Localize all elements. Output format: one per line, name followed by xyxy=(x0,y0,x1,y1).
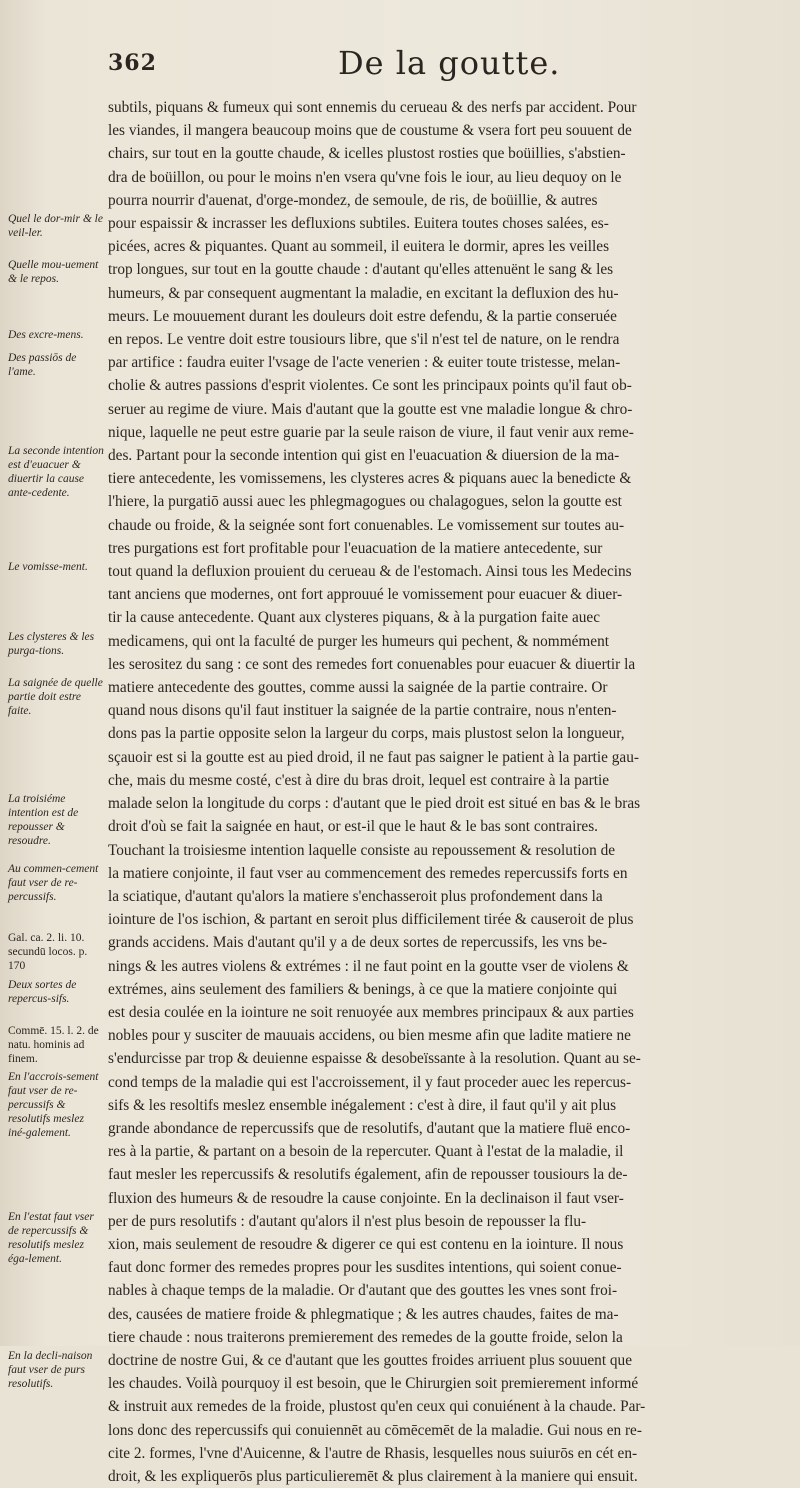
margin-note: Le vomisse-ment. xyxy=(8,561,88,573)
text-line: pourra nourrir d'auenat, d'orge-mondez, de semoule, de ris, de boüillie, & autres xyxy=(108,191,598,209)
text-line: nobles pour y susciter de mauuais accidens, ou bien mesme afin que ladite matiere ne xyxy=(108,1027,631,1045)
margin-note: Les clysteres & les purga-tions. xyxy=(8,630,95,657)
text-line: tiere chaude : nous traiterons premierement des remedes de la goutte froide, selon la xyxy=(108,1328,623,1346)
text-line: chaude ou froide, & la seignée sont fort conuenables. Le vomissement sur toutes au- xyxy=(108,516,625,534)
text-line: est desia coulée en la iointure ne soit renuoyée aux membres principaux & aux parties xyxy=(108,1003,634,1021)
text-line: & instruit aux remedes de la froide, plustost qu'en ceux qui conuiénent à la chaude. Par- xyxy=(108,1398,646,1416)
margin-note: En l'estat faut vser de repercussifs & resolutifs meslez éga-lement. xyxy=(8,1210,94,1265)
page-number: 362 xyxy=(108,50,157,76)
body-text xyxy=(108,96,798,1485)
text-line: fluxion des humeurs & de resoudre la cause conjointe. En la declinaison il faut vser- xyxy=(108,1189,624,1207)
text-line: per de purs resolutifs : d'autant qu'alors il n'est plus besoin de repousser la flu- xyxy=(108,1212,587,1230)
text-line: droit d'où se fait la saignée en haut, or est-il que le haut & le bas sont contraires. xyxy=(108,818,598,836)
text-line: meurs. Le mouuement durant les douleurs doit estre defendu, & la partie conseruée xyxy=(108,307,617,325)
text-line: grands accidens. Mais d'autant qu'il y a de deux sortes de repercussifs, les vns be- xyxy=(108,934,608,952)
margin-note: Deux sortes de repercus-sifs. xyxy=(8,978,77,1005)
margin-note: Commē. 15. l. 2. de natu. hominis ad finem. xyxy=(8,1025,99,1065)
text-line: humeurs, & par consequent augmentant la maladie, en excitant la defluxion des hu- xyxy=(108,284,619,302)
text-line: les chaudes. Voilà pourquoy il est besoin, que le Chirurgien soit premierement informé xyxy=(108,1375,639,1393)
text-line: cite 2. formes, l'vne d'Auicenne, & l'autre de Rhasis, lesquelles nous suiurōs en cét en- xyxy=(108,1444,638,1462)
text-line: nables à chaque temps de la maladie. Or d'autant que des gouttes les vnes sont froi- xyxy=(108,1282,618,1300)
text-line: sifs & les resoltifs meslez ensemble inégalement : c'est à dire, il faut qu'il y ait plus xyxy=(108,1096,617,1114)
margin-notes xyxy=(8,96,104,1390)
text-line: quand nous disons qu'il faut instituer la saignée de la partie contraire, nous n'enten- xyxy=(108,702,617,720)
text-line: matiere antecedente des gouttes, comme aussi la saignée de la partie contraire. Or xyxy=(108,679,608,697)
text-line: cond temps de la maladie qui est l'accroissement, il y faut proceder auec les repercus- xyxy=(108,1073,632,1091)
text-line: faut mesler les repercussifs & resolutifs également, afin de repousser tousiours la de- xyxy=(108,1166,628,1184)
text-line: trop longues, sur tout en la goutte chaude : d'autant qu'elles attenuënt le sang & les xyxy=(108,261,614,279)
text-line: nique, laquelle ne peut estre guarie par la seule raison de viure, il faut venir aux reme- xyxy=(108,423,634,441)
margin-note: Quel le dor-mir & le veil-ler. xyxy=(8,213,103,239)
text-line: sçauoir est si la goutte est au pied droid, il ne faut pas saigner le patient à la partie gau- xyxy=(108,748,639,766)
margin-note: Gal. ca. 2. li. 10. secundū locos. p. 170 xyxy=(8,932,88,973)
margin-note: Des excre-mens. xyxy=(8,329,84,341)
text-line: les viandes, il mangera beaucoup moins que de coustume & vsera fort peu souuent de xyxy=(108,122,632,140)
text-line: Touchant la troisiesme intention laquelle consiste au repoussement & resolution de xyxy=(108,841,616,859)
text-line: nings & les autres violens & extrémes : il ne faut point en la goutte vser de violens & xyxy=(108,957,629,975)
text-line: lons donc des repercussifs qui conuiennēt au cōmēcemēt de la maladie. Gui nous en re- xyxy=(108,1421,642,1439)
text-line: l'hiere, la purgatiō aussi auec les phlegmagogues ou chalagogues, selon la goutte est xyxy=(108,493,622,511)
text-line: tant anciens que modernes, ont fort approuué le vomissement pour euacuer & diuer- xyxy=(108,586,623,604)
text-line: dons pas la partie opposite selon la largeur du corps, mais plustost selon la longueur, xyxy=(108,725,625,743)
text-line: iointure de l'os ischion, & partant en seroit plus difficilement tirée & causeroit de plus xyxy=(108,911,634,929)
text-line: malade selon la longitude du corps : d'autant que le pied droit est situé en bas & le bras xyxy=(108,795,641,813)
margin-note: La troisiéme intention est de repousser & resoudre. xyxy=(8,793,79,847)
text-line: grande abondance de repercussifs que de resolutifs, d'autant que la matiere fluë enco- xyxy=(108,1119,631,1137)
text-line: par artifice : faudra euiter l'vsage de l'acte venerien : & euiter toute tristesse, melan- xyxy=(108,354,621,372)
text-line: tir la cause antecedente. Quant aux clysteres piquans, & à la purgation faite auec xyxy=(108,609,600,627)
text-line: res à la partie, & partant on a besoin de la repercuter. Quant à l'estat de la maladie, il xyxy=(108,1143,624,1161)
text-line: tout quand la defluxion prouient du cerueau & de l'estomach. Ainsi tous les Medecins xyxy=(108,563,632,581)
text-line: xion, mais seulement de resoudre & digerer ce qui est contenu en la iointure. Il nous xyxy=(108,1235,624,1253)
page-header xyxy=(108,44,768,88)
text-line: medicamens, qui ont la faculté de purger les humeurs qui pechent, & nommément xyxy=(108,632,609,650)
margin-note: La seconde intention est d'euacuer & diuertir la cause ante-cedente. xyxy=(8,445,104,499)
margin-note: Quelle mou-uement & le repos. xyxy=(8,259,99,286)
text-line: subtils, piquans & fumeux qui sont ennemis du cerueau & des nerfs par accident. Pour xyxy=(108,99,637,116)
text-line: des. Partant pour la seconde intention qui gist en l'euacuation & diuersion de la ma- xyxy=(108,447,620,465)
margin-note: Au commen-cement faut vser de re-percussifs. xyxy=(8,862,99,903)
text-line: en repos. Le ventre doit estre tousiours libre, que s'il n'est tel de nature, on le rendra xyxy=(108,331,620,349)
text-line: chairs, sur tout en la goutte chaude, & icelles plustost rosties que boüillies, s'abstien- xyxy=(108,145,626,163)
text-line: extrémes, ains seulement des familiers & benings, à ce que la matiere conjointe qui xyxy=(108,980,618,998)
text-line: dra de boüillon, ou pour le moins n'en vsera qu'vne fois le iour, au lieu dequoy on le xyxy=(108,168,622,186)
text-line: che, mais du mesme costé, c'est à dire du bras droit, lequel est contraire à la partie xyxy=(108,771,609,789)
text-line: tiere antecedente, les vomissemens, les clysteres acres & piquans auec la benedicte & xyxy=(108,470,632,488)
text-line: pour espaissir & incrasser les defluxions subtiles. Euitera toutes choses salées, es- xyxy=(108,215,609,233)
text-line: picées, acres & piquantes. Quant au sommeil, il euitera le dormir, apres les veilles xyxy=(108,238,610,256)
text-line: doctrine de nostre Gui, & ce d'autant que les gouttes froides arriuent plus souuent que xyxy=(108,1351,632,1369)
text-line: droit, & les expliquerōs plus particulieremēt & plus clairement à la maniere qui ensuit. xyxy=(108,1467,638,1485)
text-line: la matiere conjointe, il faut vser au commencement des remedes repercussifs forts en xyxy=(108,864,628,882)
text-line: la sciatique, d'autant qu'alors la matiere s'enchasseroit plus profondement dans la xyxy=(108,887,603,905)
text-line: s'endurcisse par trop & deuienne espaisse & desobeïssante à la resolution. Quant au se- xyxy=(108,1050,641,1068)
margin-note: En la decli-naison faut vser de purs resolutifs. xyxy=(8,1349,93,1390)
text-line: les serositez du sang : ce sont des remedes fort conuenables pour euacuer & diuertir la xyxy=(108,655,636,673)
margin-note: En l'accrois-sement faut vser de re-percussifs & resolutifs meslez iné-galement. xyxy=(8,1071,99,1140)
margin-note: Des passiōs de l'ame. xyxy=(8,352,77,379)
text-line: des, causées de matiere froide & phlegmatique ; & les autres chaudes, faites de ma- xyxy=(108,1305,619,1323)
running-title: De la goutte. xyxy=(338,44,561,82)
text-line: cholie & autres passions d'esprit violentes. Ce sont les principaux points qu'il faut ob- xyxy=(108,377,632,395)
text-line: seruer au regime de viure. Mais d'autant que la goutte est vne maladie longue & chro- xyxy=(108,400,633,418)
text-line: faut donc former des remedes propres pour les susdites intentions, qui soient conue- xyxy=(108,1259,622,1277)
margin-note: La saignée de quelle partie doit estre faite. xyxy=(8,677,103,717)
text-line: tres purgations est fort profitable pour l'euacuation de la matiere antecedente, sur xyxy=(108,539,603,557)
